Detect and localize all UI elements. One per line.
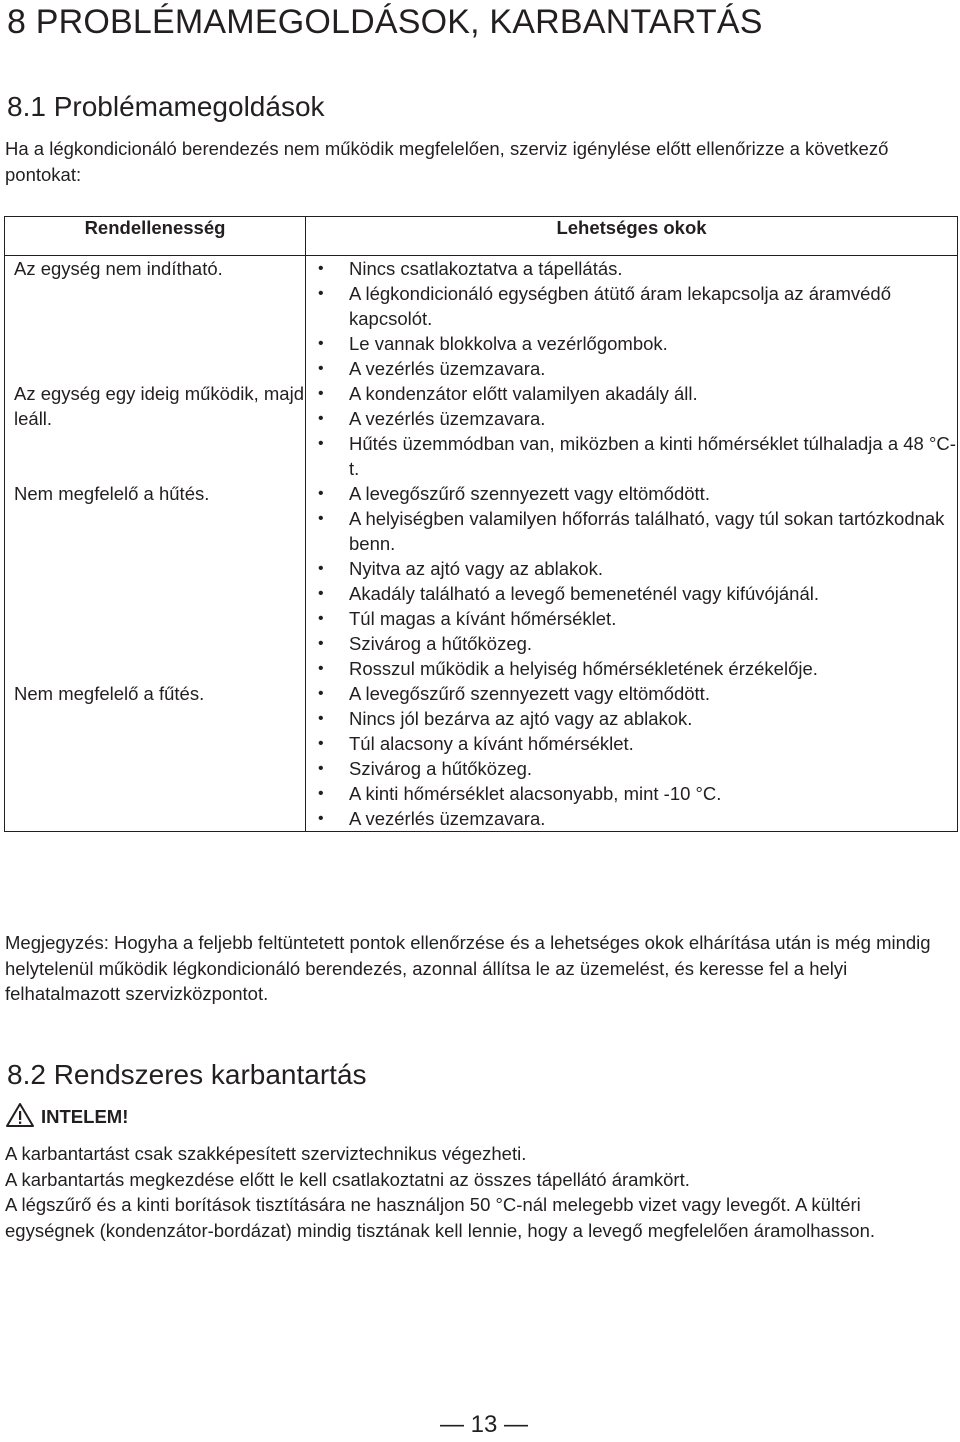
bullet-icon: •: [318, 260, 324, 277]
list-item: [316, 481, 957, 506]
maintenance-paragraph: A légszűrő és a kinti borítások tisztítására ne használjon 50 °C-nál melegebb vizet vagy levegőt. A kültéri egységnek (kondenzátor-bordázat) mindig tisztának kell lennie, hogy a levegő megfelelően áramolhasson.: [5, 1194, 876, 1241]
table-body: [5, 256, 958, 832]
causes-list: [316, 481, 957, 681]
maintenance-paragraph: A karbantartás megkezdése előtt le kell csatlakoztatni az összes tápellátó áramkört.: [5, 1168, 690, 1190]
cause-text: Hűtés üzemmódban van, miközben a kinti hőmérséklet túlhaladja a 48 °C-t.: [349, 433, 956, 479]
bullet-icon: •: [318, 685, 324, 702]
causes-cell: [306, 481, 958, 681]
column-header-symptom: Rendellenesség: [5, 217, 306, 256]
table-header-row: [5, 217, 958, 256]
cause-text: A helyiségben valamilyen hőforrás található, vagy túl sokan tartózkodnak benn.: [349, 508, 945, 554]
symptom-cell: Nem megfelelő a fűtés.: [5, 681, 306, 832]
cause-text: A vezérlés üzemzavara.: [349, 358, 546, 379]
bullet-icon: •: [318, 610, 324, 627]
list-item: [316, 506, 957, 556]
warning-label: INTELEM!: [41, 1106, 129, 1127]
section-title-troubleshooting: 8.1 Problémamegoldások: [7, 91, 325, 122]
cause-text: A kinti hőmérséklet alacsonyabb, mint -10 °C.: [349, 783, 722, 804]
list-item: [316, 406, 957, 431]
bullet-icon: •: [318, 485, 324, 502]
causes-list: [316, 381, 957, 481]
bullet-icon: •: [318, 510, 324, 527]
warning-triangle-icon: [5, 1102, 41, 1133]
causes-cell: [306, 381, 958, 481]
list-item: [316, 706, 957, 731]
list-item: [316, 556, 957, 581]
list-item: [316, 606, 957, 631]
cause-text: Túl magas a kívánt hőmérséklet.: [349, 608, 617, 629]
table-row: [5, 256, 958, 382]
causes-cell: [306, 681, 958, 832]
list-item: [316, 806, 957, 831]
intro-text: Ha a légkondicionáló berendezés nem működik megfelelően, szerviz igénylése előtt ellenőrizze a következő pontokat:: [5, 138, 889, 185]
symptom-cell: Az egység egy ideig működik, majd leáll.: [5, 381, 306, 481]
cause-text: Nincs csatlakoztatva a tápellátás.: [349, 258, 623, 279]
bullet-icon: •: [318, 785, 324, 802]
bullet-icon: •: [318, 810, 324, 827]
list-item: [316, 781, 957, 806]
list-item: [316, 256, 957, 281]
cause-text: A levegőszűrő szennyezett vagy eltömődött.: [349, 683, 710, 704]
cause-text: Rosszul működik a helyiség hőmérsékletének érzékelője.: [349, 658, 818, 679]
bullet-icon: •: [318, 585, 324, 602]
cause-text: A kondenzátor előtt valamilyen akadály áll.: [349, 383, 698, 404]
maintenance-paragraph: A karbantartást csak szakképesített szerviztechnikus végezheti.: [5, 1143, 527, 1164]
cause-text: A légkondicionáló egységben átütő áram lekapcsolja az áramvédő kapcsolót.: [349, 283, 891, 329]
maintenance-text: [5, 1141, 945, 1243]
symptom-cell: Nem megfelelő a hűtés.: [5, 481, 306, 681]
cause-text: Szivárog a hűtőközeg.: [349, 633, 533, 654]
bullet-icon: •: [318, 760, 324, 777]
list-item: [316, 381, 957, 406]
cause-text: Nyitva az ajtó vagy az ablakok.: [349, 558, 603, 579]
bullet-icon: •: [318, 385, 324, 402]
cause-text: Le vannak blokkolva a vezérlőgombok.: [349, 333, 668, 354]
table-row: [5, 681, 958, 832]
bullet-icon: •: [318, 660, 324, 677]
troubleshooting-table: [4, 216, 958, 832]
cause-text: Szivárog a hűtőközeg.: [349, 758, 533, 779]
list-item: [316, 656, 957, 681]
bullet-icon: •: [318, 635, 324, 652]
bullet-icon: •: [318, 710, 324, 727]
page-heading: 8 PROBLÉMAMEGOLDÁSOK, KARBANTARTÁS: [7, 3, 763, 41]
list-item: [316, 281, 957, 331]
page-number: — 13 —: [440, 1411, 529, 1438]
bullet-icon: •: [318, 285, 324, 302]
cause-text: Nincs jól bezárva az ajtó vagy az ablakok.: [349, 708, 693, 729]
bullet-icon: •: [318, 560, 324, 577]
list-item: [316, 731, 957, 756]
cause-text: A levegőszűrő szennyezett vagy eltömődött.: [349, 483, 710, 504]
list-item: [316, 331, 957, 356]
list-item: [316, 681, 957, 706]
column-header-causes: Lehetséges okok: [306, 217, 958, 256]
warning-heading: [5, 1102, 128, 1132]
list-item: [316, 631, 957, 656]
section-title-maintenance: 8.2 Rendszeres karbantartás: [7, 1059, 367, 1090]
causes-list: [316, 681, 957, 831]
bullet-icon: •: [318, 735, 324, 752]
cause-text: Túl alacsony a kívánt hőmérséklet.: [349, 733, 634, 754]
symptom-cell: Az egység nem indítható.: [5, 256, 306, 382]
bullet-icon: •: [318, 410, 324, 427]
cause-text: Akadály található a levegő bemeneténél vagy kifúvójánál.: [349, 583, 820, 604]
causes-list: [316, 256, 957, 381]
note-text: Megjegyzés: Hogyha a feljebb feltüntetett pontok ellenőrzése és a lehetséges okok elhárítása után is még mindig helytelenül működik légkondicionáló berendezés, azonnal állítsa le az üzemelést, és keresse fel a helyi felhatalmazott szervizközpontot.: [5, 932, 931, 1004]
cause-text: A vezérlés üzemzavara.: [349, 408, 546, 429]
bullet-icon: •: [318, 360, 324, 377]
list-item: [316, 431, 957, 481]
cause-text: A vezérlés üzemzavara.: [349, 808, 546, 829]
table-row: [5, 381, 958, 481]
list-item: [316, 356, 957, 381]
bullet-icon: •: [318, 335, 324, 352]
list-item: [316, 756, 957, 781]
bullet-icon: •: [318, 435, 324, 452]
causes-cell: [306, 256, 958, 382]
table-row: [5, 481, 958, 681]
list-item: [316, 581, 957, 606]
